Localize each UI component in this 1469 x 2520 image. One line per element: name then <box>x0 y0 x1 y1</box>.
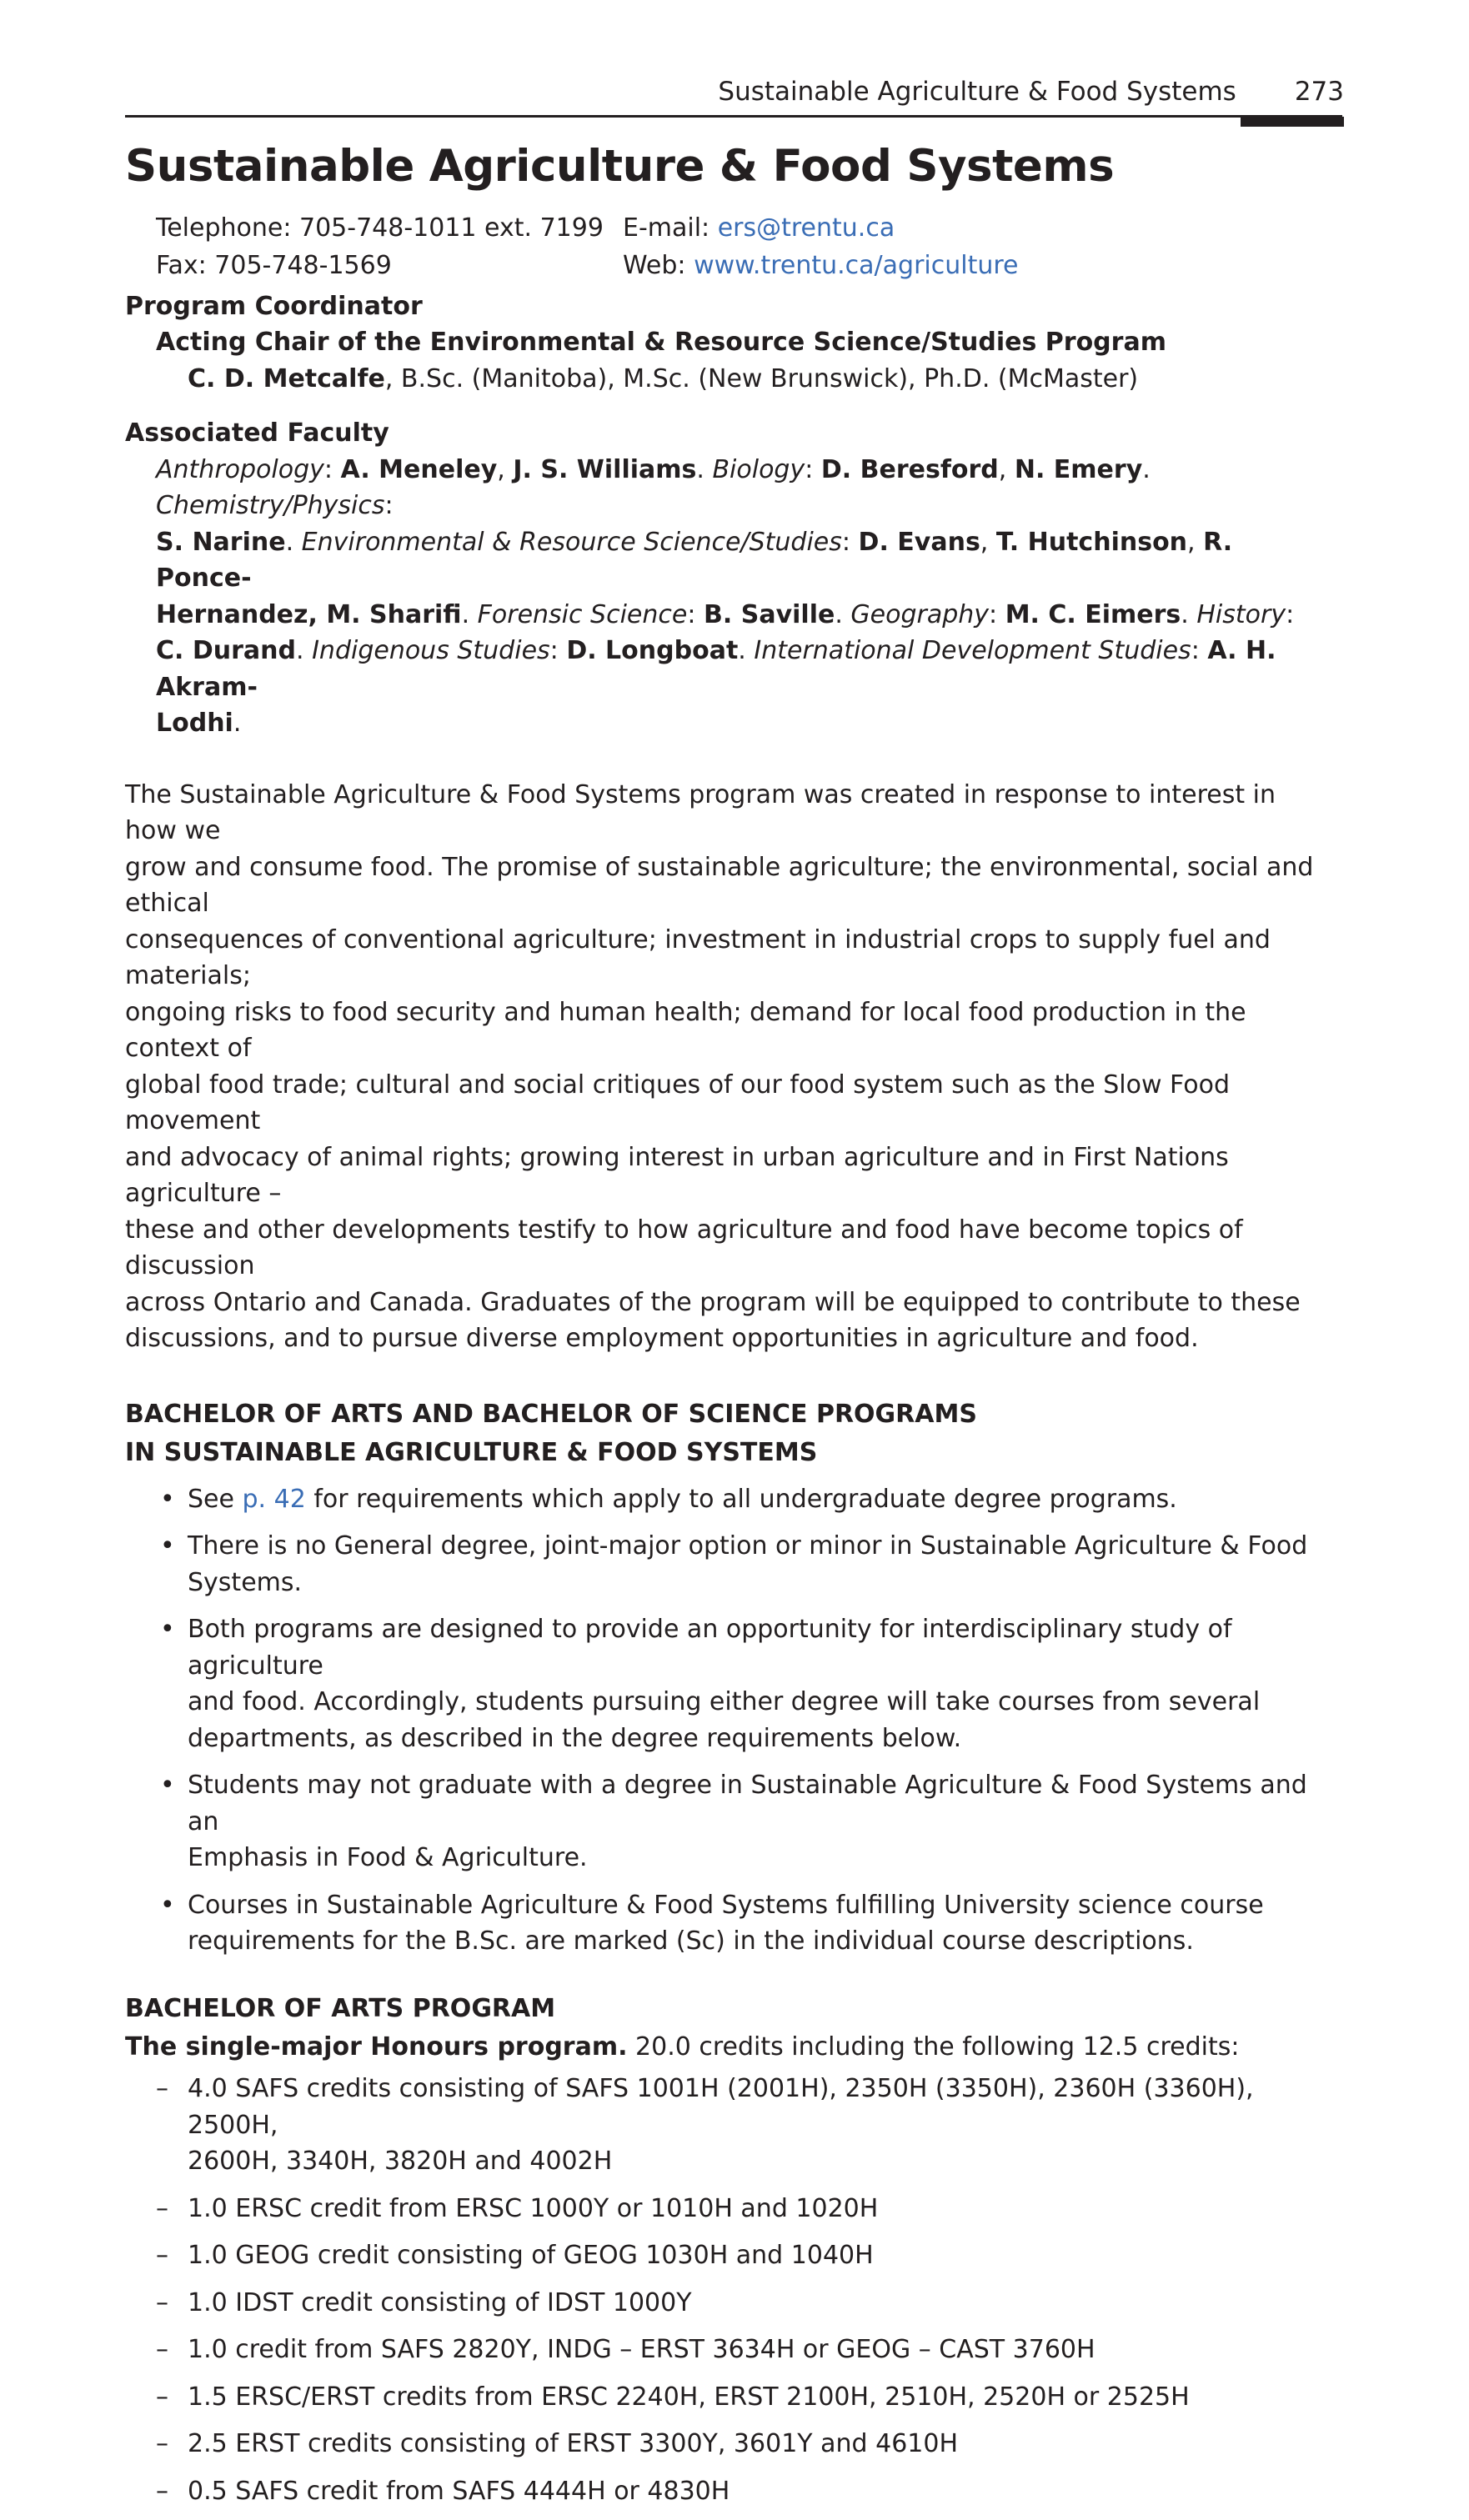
requirement-item: – 0.5 SAFS credit from SAFS 4444H or 4830H <box>156 2476 730 2506</box>
requirement-line: 1.0 ERSC credit from ERSC 1000Y or 1010H and 1020H <box>188 2193 879 2223</box>
faculty-name: S. Narine <box>156 527 286 557</box>
intro-line: global food trade; cultural and social critiques of our food system such as the Slow Food movement <box>125 1070 1230 1136</box>
bullet-item: • Courses in Sustainable Agriculture & Food Systems fulfilling University science course requirements for the B.Sc. are marked (Sc) in the individual course descriptions. <box>125 1887 1330 1960</box>
bullet-item: • There is no General degree, joint-major option or minor in Sustainable Agriculture & Food Systems. <box>125 1528 1330 1601</box>
email-link[interactable]: ers@trentu.ca <box>717 213 895 243</box>
faculty-line: Lodhi. <box>156 709 242 739</box>
bullet-line: and food. Accordingly, students pursuing either degree will take courses from several <box>188 1687 1261 1717</box>
requirement-line: 1.0 IDST credit consisting of IDST 1000Y <box>188 2287 692 2317</box>
ba-heading: BACHELOR OF ARTS PROGRAM <box>125 1993 556 2023</box>
telephone: Telephone: 705-748-1011 ext. 7199 <box>156 213 604 243</box>
requirement-line: 1.0 credit from SAFS 2820Y, INDG – ERST 3634H or GEOG – CAST 3760H <box>188 2335 1095 2365</box>
coordinator-block <box>125 288 1330 398</box>
intro-line: consequences of conventional agriculture; investment in industrial crops to supply fuel and materials; <box>125 924 1271 991</box>
requirement-item: – 1.0 IDST credit consisting of IDST 1000Y <box>156 2287 692 2317</box>
faculty-heading: Associated Faculty <box>125 418 389 448</box>
faculty-name: Hernandez, M. Sharifi <box>156 599 462 629</box>
requirement-line: 2.5 ERST credits consisting of ERST 3300Y, 3601Y and 4610H <box>188 2429 959 2459</box>
faculty-name: C. Durand <box>156 636 296 666</box>
email-line <box>623 212 1330 244</box>
faculty-dept: Geography <box>850 599 990 629</box>
requirement-line: 1.0 GEOG credit consisting of GEOG 1030H and 1040H <box>188 2241 874 2271</box>
main-content <box>125 140 1330 2520</box>
requirement-item: – 1.0 ERSC credit from ERSC 1000Y or 1010H and 1020H <box>156 2193 879 2223</box>
running-header <box>125 77 1344 107</box>
faculty-dept: Environmental & Resource Science/Studies <box>301 527 842 557</box>
faculty-name: M. C. Eimers <box>1005 599 1181 629</box>
faculty-name: T. Hutchinson <box>995 527 1188 557</box>
web-label: Web: <box>623 250 694 280</box>
requirement-line: 0.5 SAFS credit from SAFS 4444H or 4830H <box>188 2476 730 2506</box>
faculty-dept: Indigenous Studies <box>312 636 550 666</box>
see-suffix: for requirements which apply to all undergraduate degree programs. <box>305 1484 1177 1514</box>
web-link[interactable]: www.trentu.ca/agriculture <box>694 250 1019 280</box>
requirement-line: 4.0 SAFS credits consisting of SAFS 1001H (2001H), 2350H (3350H), 2360H (3360H), 2500H, <box>188 2074 1254 2140</box>
bullet-item: • Both programs are designed to provide an opportunity for interdisciplinary study of agriculture and food. Accordingly, students pursuing either degree will take courses from several departments, as described in the degree requirements below. <box>125 1611 1330 1756</box>
bullet-line: Emphasis in Food & Agriculture. <box>188 1843 588 1873</box>
faculty-dept: Biology <box>712 454 805 484</box>
faculty-dept: Anthropology <box>156 454 324 484</box>
requirement-line: 1.5 ERSC/ERST credits from ERSC 2240H, ERST 2100H, 2510H, 2520H or 2525H <box>188 2382 1190 2412</box>
ba-lead-bold: The single-major Honours program. <box>125 2032 628 2062</box>
ba-requirements-list <box>125 2071 1330 2509</box>
faculty-name: D. Beresford <box>820 454 999 484</box>
fax: Fax: 705-748-1569 <box>156 250 392 280</box>
web-line <box>623 249 1330 282</box>
faculty-dept: International Development Studies <box>754 636 1191 666</box>
intro-line: The Sustainable Agriculture & Food Systems program was created in response to interest in how we <box>125 779 1276 846</box>
faculty-dept: History <box>1196 599 1286 629</box>
faculty-name: N. Emery <box>1014 454 1143 484</box>
coordinator-role: Acting Chair of the Environmental & Resource Science/Studies Program <box>156 328 1166 358</box>
intro-paragraph <box>125 777 1330 1357</box>
intro-line: these and other developments testify to how agriculture and food have become topics of discussion <box>125 1215 1243 1281</box>
intro-line: ongoing risks to food security and human health; demand for local food production in the context of <box>125 997 1246 1064</box>
faculty-name: J. S. Williams <box>513 454 697 484</box>
programs-bullet-list <box>125 1481 1330 1960</box>
header-rule <box>125 115 1342 118</box>
requirement-item: – 4.0 SAFS credits consisting of SAFS 1001H (2001H), 2350H (3350H), 2360H (3360H), 2500H, 2600H, 3340H, 3820H and 4002H <box>125 2071 1330 2180</box>
faculty-dept: Chemistry/Physics <box>156 491 385 521</box>
header-tab-bar <box>1241 117 1344 127</box>
requirement-item: – 1.0 credit from SAFS 2820Y, INDG – ERST 3634H or GEOG – CAST 3760H <box>156 2335 1095 2365</box>
faculty-name: Lodhi <box>156 709 233 739</box>
requirement-item: – 1.0 GEOG credit consisting of GEOG 1030H and 1040H <box>156 2241 874 2271</box>
ba-section <box>125 1990 1330 2510</box>
faculty-name: R. Ponce- <box>156 527 1233 594</box>
faculty-line: C. Durand. Indigenous Studies: D. Longboat. International Development Studies: A. H. Akram- <box>156 636 1276 702</box>
page-reference-link[interactable]: p. 42 <box>242 1484 306 1514</box>
faculty-line: S. Narine. Environmental & Resource Science/Studies: D. Evans, T. Hutchinson, R. Ponce- <box>156 527 1233 594</box>
bullet-item: • Students may not graduate with a degree in Sustainable Agriculture & Food Systems and an Emphasis in Food & Agriculture. <box>125 1767 1330 1876</box>
faculty-dept: Forensic Science <box>477 599 688 629</box>
coordinator-person <box>188 361 1330 398</box>
faculty-name: A. H. Akram- <box>156 636 1276 702</box>
running-title: Sustainable Agriculture & Food Systems <box>718 77 1236 107</box>
page-number: 273 <box>1294 77 1344 107</box>
faculty-name: B. Saville <box>704 599 835 629</box>
coordinator-heading: Program Coordinator <box>125 291 423 321</box>
bullet-line: departments, as described in the degree requirements below. <box>188 1723 962 1753</box>
email-label: E-mail: <box>623 213 718 243</box>
requirement-item: – 1.5 ERSC/ERST credits from ERSC 2240H, ERST 2100H, 2510H, 2520H or 2525H <box>156 2382 1190 2412</box>
faculty-name: D. Evans <box>858 527 980 557</box>
ba-lead <box>125 2028 1330 2066</box>
bullet-line: requirements for the B.Sc. are marked (Sc) in the individual course descriptions. <box>188 1926 1194 1956</box>
bullet-line: Systems. <box>188 1567 303 1597</box>
intro-line: discussions, and to pursue diverse employment opportunities in agriculture and food. <box>125 1324 1199 1354</box>
programs-section <box>125 1395 1330 1960</box>
requirement-line: 2600H, 3340H, 3820H and 4002H <box>188 2147 613 2177</box>
ba-lead-rest: 20.0 credits including the following 12.5 credits: <box>627 2032 1240 2062</box>
programs-heading-line2: IN SUSTAINABLE AGRICULTURE & FOOD SYSTEMS <box>125 1438 818 1468</box>
see-prefix: See <box>188 1484 243 1514</box>
bullet-line: Courses in Sustainable Agriculture & Food Systems fulfilling University science course <box>188 1890 1264 1920</box>
faculty-line: Anthropology: A. Meneley, J. S. Williams. Biology: D. Beresford, N. Emery. Chemistry/Physics: <box>156 454 1151 521</box>
intro-line: grow and consume food. The promise of sustainable agriculture; the environmental, social and ethical <box>125 852 1314 919</box>
contact-block <box>156 212 1330 282</box>
faculty-name: D. Longboat <box>566 636 739 666</box>
bullet-line: Students may not graduate with a degree in Sustainable Agriculture & Food Systems and an <box>188 1771 1307 1836</box>
requirement-item: – 2.5 ERST credits consisting of ERST 3300Y, 3601Y and 4610H <box>156 2429 959 2459</box>
bullet-line: There is no General degree, joint-major option or minor in Sustainable Agriculture & Food <box>188 1531 1308 1561</box>
programs-heading-line1: BACHELOR OF ARTS AND BACHELOR OF SCIENCE PROGRAMS <box>125 1399 977 1429</box>
bullet-line: Both programs are designed to provide an opportunity for interdisciplinary study of agriculture <box>188 1615 1232 1681</box>
faculty-line: Hernandez, M. Sharifi. Forensic Science: B. Saville. Geography: M. C. Eimers. History: <box>156 599 1295 629</box>
faculty-list <box>156 452 1330 742</box>
faculty-name: A. Meneley <box>340 454 498 484</box>
bullet-item: • See p. 42 for requirements which apply to all undergraduate degree programs. <box>160 1484 1177 1514</box>
intro-line: across Ontario and Canada. Graduates of the program will be equipped to contribute to these <box>125 1287 1301 1317</box>
page-title: Sustainable Agriculture & Food Systems <box>125 141 1115 192</box>
coordinator-name: C. D. Metcalfe <box>188 363 385 393</box>
coordinator-credentials: , B.Sc. (Manitoba), M.Sc. (New Brunswick), Ph.D. (McMaster) <box>384 363 1139 393</box>
intro-line: and advocacy of animal rights; growing interest in urban agriculture and in First Nations agriculture – <box>125 1142 1229 1209</box>
